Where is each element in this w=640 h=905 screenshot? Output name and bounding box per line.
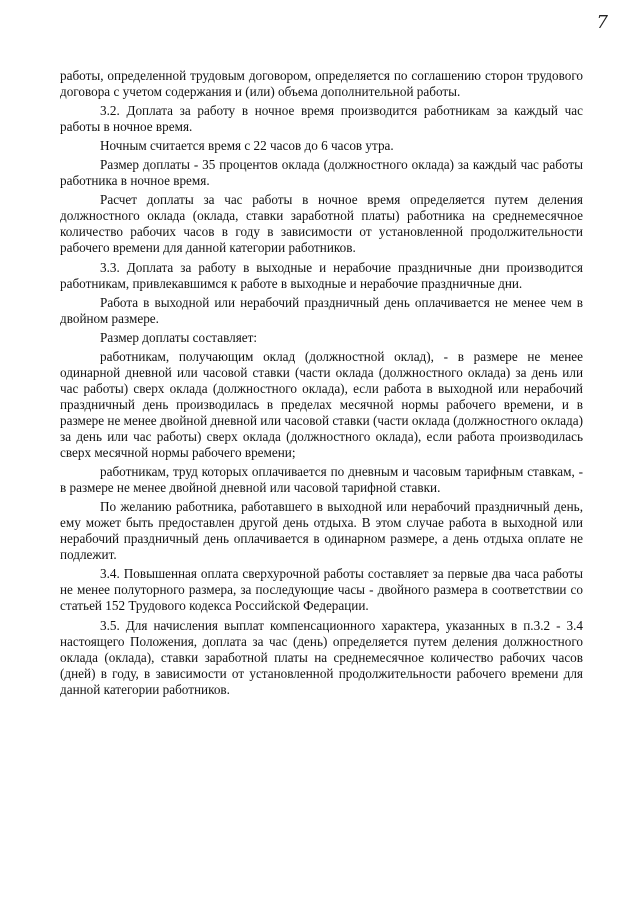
paragraph-salaried-workers: работникам, получающим оклад (должностной оклад), - в размере не менее одинарной дневной или часовой ставки (части оклада (должностного оклада) за день или час работы) сверх оклада (должностного оклада), если работа в выходной или нерабочий праздничный день производилась в пределах месячной нормы рабочего времени, и в размере не менее двойной дневной или часовой ставки (части оклада (должностного оклада) за день или час работы) сверх оклада (должностного оклада), если работа производилась сверх месячной нормы рабочего времени; [60, 348, 583, 461]
paragraph-hourly-workers: работникам, труд которых оплачивается по дневным и часовым тарифным ставкам, - в размере не менее двойной дневной или часовой тарифной ставки. [60, 464, 583, 496]
paragraph-continuation: работы, определенной трудовым договором, определяется по соглашению сторон трудового договора с учетом содержания и (или) объема дополнительной работы. [60, 68, 583, 100]
page-number: 7 [596, 12, 608, 33]
paragraph-double-pay: Работа в выходной или нерабочий праздничный день оплачивается не менее чем в двойном размере. [60, 294, 583, 326]
paragraph-3-3: 3.3. Доплата за работу в выходные и нерабочие праздничные дни производится работникам, привлекавшимся к работе в выходные и нерабочие праздничные дни. [60, 259, 583, 291]
paragraph-day-off: По желанию работника, работавшего в выходной или нерабочий праздничный день, ему может быть предоставлен другой день отдыха. В этом случае работа в выходной или нерабочий праздничный день оплачивается в одинарном размере, а день отдыха оплате не подлежит. [60, 499, 583, 563]
paragraph-rate-intro: Размер доплаты составляет: [100, 329, 258, 345]
paragraph-3-2: 3.2. Доплата за работу в ночное время производится работникам за каждый час работы в ночное время. [60, 103, 583, 135]
document-body [60, 68, 583, 701]
paragraph-night-time: Ночным считается время с 22 часов до 6 часов утра. [100, 138, 394, 154]
paragraph-night-rate: Размер доплаты - 35 процентов оклада (должностного оклада) за каждый час работы работника в ночное время. [60, 157, 583, 189]
paragraph-night-calculation: Расчет доплаты за час работы в ночное время определяется путем деления должностного оклада (оклада, ставки заработной платы) работника на среднемесячное количество рабочих часов в году в зависимости от установленной продолжительности рабочего времени для данной категории работников. [60, 192, 583, 256]
paragraph-3-5: 3.5. Для начисления выплат компенсационного характера, указанных в п.3.2 - 3.4 настоящего Положения, доплата за час (день) определяется путем деления должностного оклада (оклада), ставки заработной платы на среднемесячное количество рабочих часов (дней) в году, в зависимости от установленной продолжительности рабочего времени для данной категории работников. [60, 617, 583, 697]
paragraph-3-4: 3.4. Повышенная оплата сверхурочной работы составляет за первые два часа работы не менее полуторного размера, за последующие часы - двойного размера в соответствии со статьей 152 Трудового кодекса Российской Федерации. [60, 566, 583, 614]
